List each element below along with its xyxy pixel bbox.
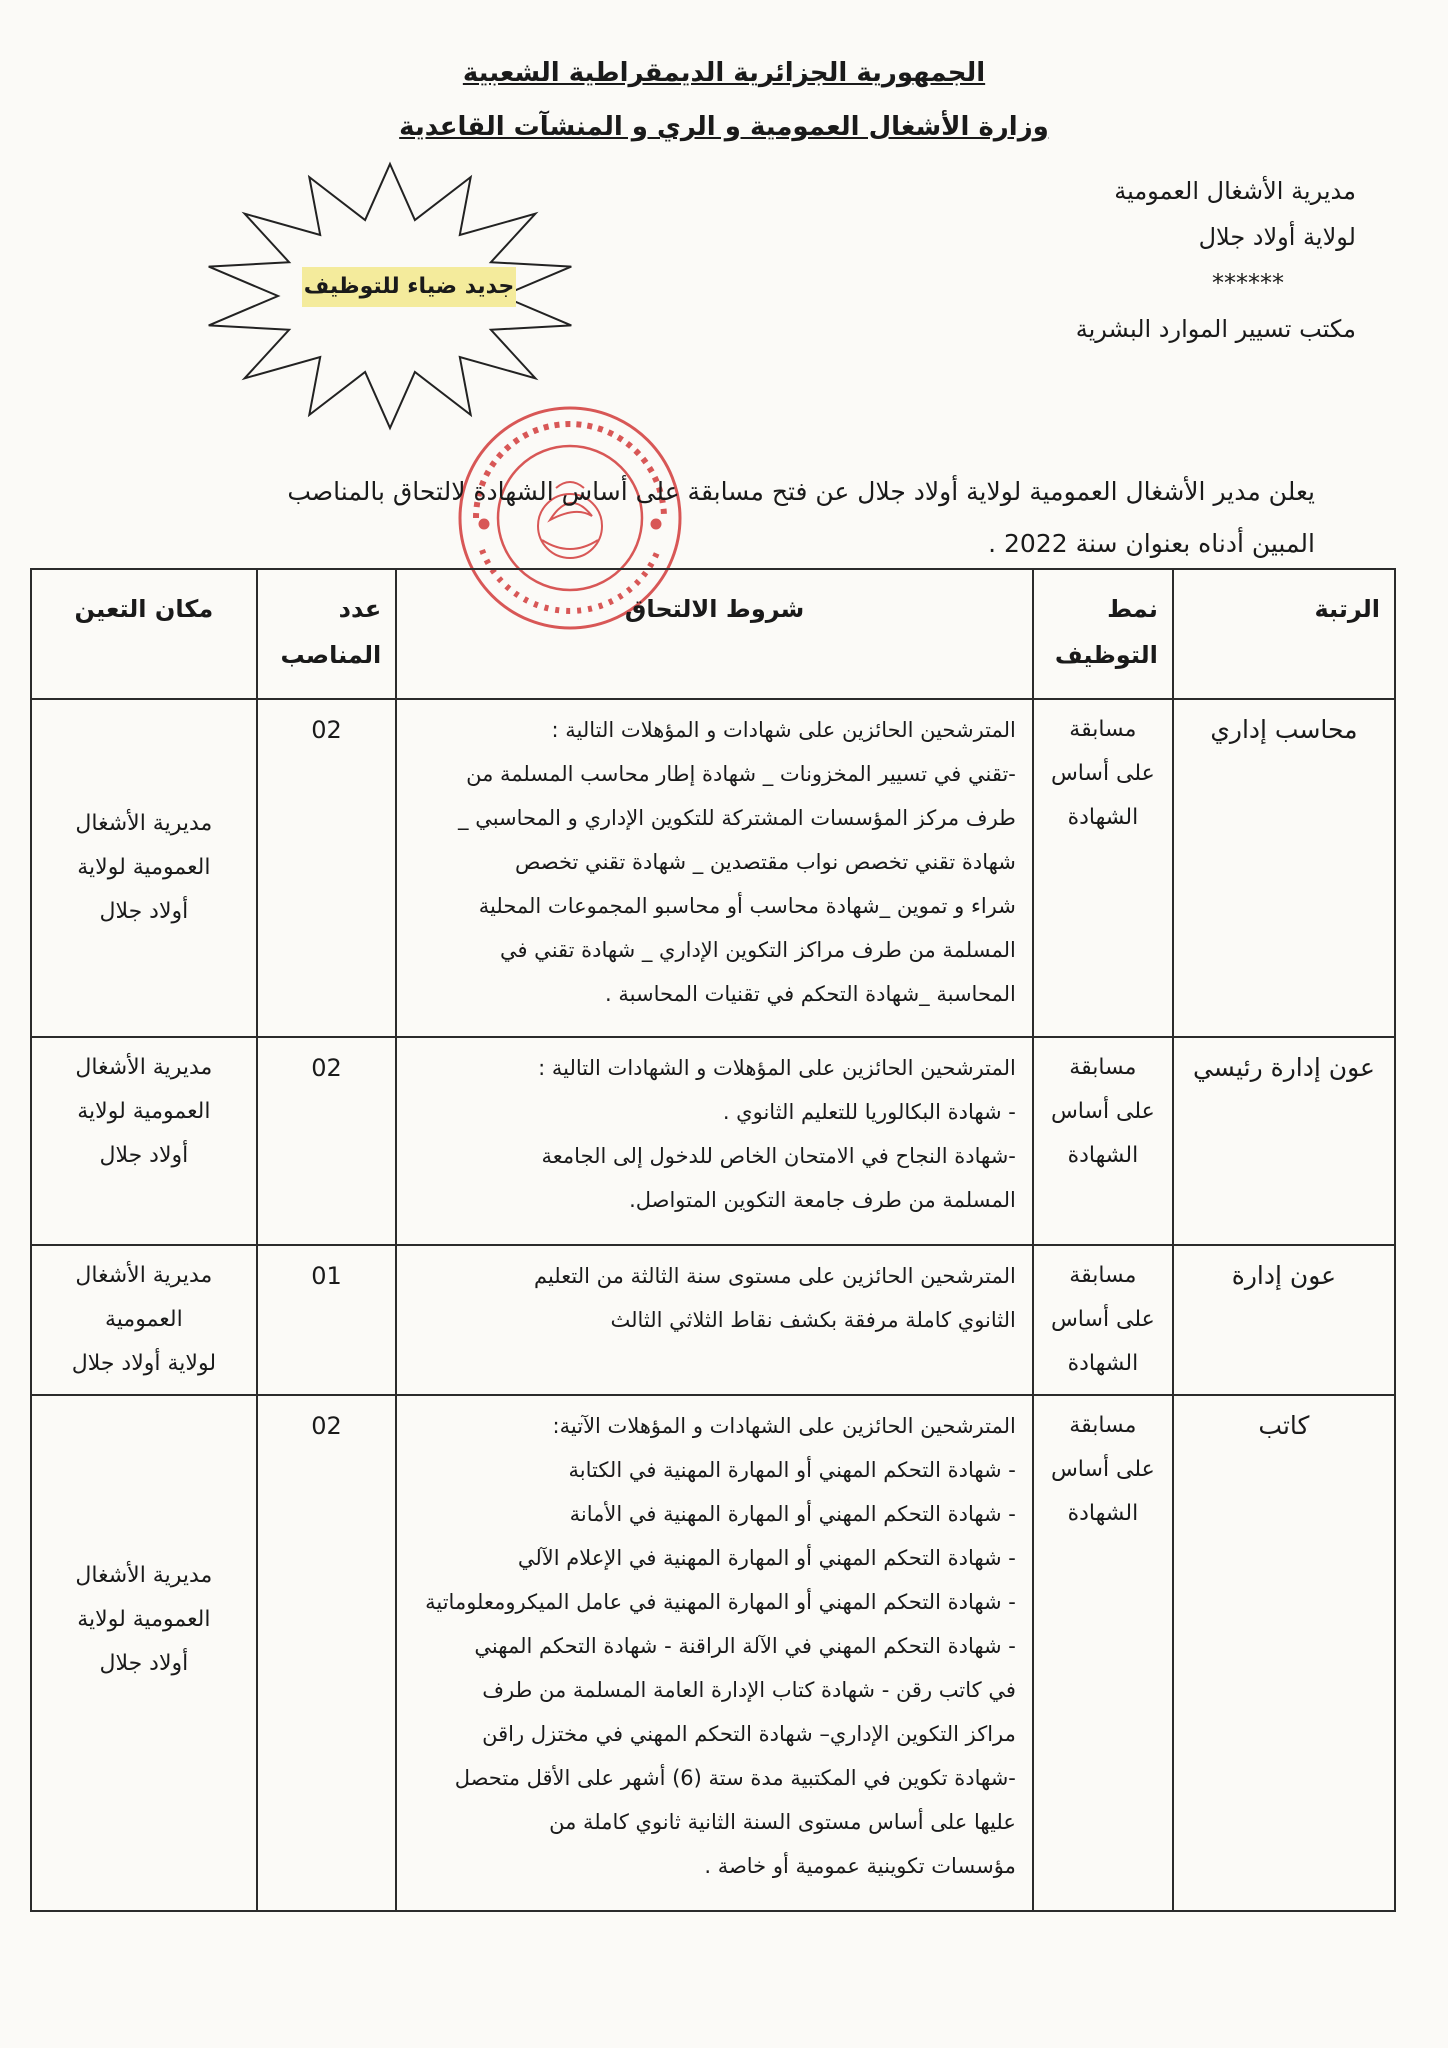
mode-line: الشهادة <box>1067 1351 1139 1376</box>
mode-cell <box>1033 1395 1173 1911</box>
table-header-row <box>31 569 1395 699</box>
hr-office: مكتب تسيير الموارد البشرية <box>1075 315 1356 343</box>
header-count: عدد المناصب <box>257 569 397 699</box>
mode-line: الشهادة <box>1067 805 1139 830</box>
republic-title: الجمهورية الجزائرية الديمقراطية الشعبية <box>462 58 986 88</box>
table-row <box>31 1245 1395 1395</box>
announcement <box>115 466 1315 570</box>
mode-line: الشهادة <box>1067 1501 1139 1526</box>
ministry-title: وزارة الأشغال العمومية و الري و المنشآت القاعدية <box>399 112 1049 142</box>
condition-line: - شهادة التحكم المهني أو المهارة المهنية في الإعلام الآلي <box>517 1546 1016 1570</box>
place-cell <box>31 699 257 1037</box>
directorate-name: مديرية الأشغال العمومية <box>1114 177 1356 205</box>
condition-line: - شهادة البكالوريا للتعليم الثانوي . <box>722 1100 1016 1124</box>
positions-table <box>30 568 1396 1912</box>
place-line: مديرية الأشغال <box>75 811 213 836</box>
table-row <box>31 699 1395 1037</box>
condition-line: في كاتب رقن - شهادة كتاب الإدارة العامة المسلمة من طرف <box>482 1678 1016 1702</box>
place-line: مديرية الأشغال <box>75 1055 213 1080</box>
directorate-block <box>996 168 1356 352</box>
mode-line: مسابقة <box>1069 1413 1137 1438</box>
place-line: العمومية لولاية <box>77 855 211 880</box>
condition-line: مؤسسات تكوينية عمومية أو خاصة . <box>704 1854 1016 1878</box>
mode-line: مسابقة <box>1069 717 1137 742</box>
place-line: العمومية <box>105 1307 183 1332</box>
table-row <box>31 1395 1395 1911</box>
mode-line: على أساس <box>1050 761 1155 786</box>
condition-line: المترشحين الحائزين على شهادات و المؤهلات التالية : <box>551 718 1016 742</box>
mode-cell <box>1033 699 1173 1037</box>
condition-line: طرف مركز المؤسسات المشتركة للتكوين الإداري و المحاسبي _ <box>458 806 1016 830</box>
condition-line: - شهادة التحكم المهني أو المهارة المهنية في الكتابة <box>568 1458 1016 1482</box>
conditions-cell <box>396 1245 1033 1395</box>
count-cell: 02 <box>257 1037 397 1245</box>
announcement-line-1: يعلن مدير الأشغال العمومية لولاية أولاد جلال عن فتح مسابقة على أساس الشهادة لالتحاق بالمناصب <box>287 477 1315 506</box>
condition-line: - شهادة التحكم المهني أو المهارة المهنية في عامل الميكرومعلوماتية <box>425 1590 1016 1614</box>
mode-cell <box>1033 1037 1173 1245</box>
condition-line: المترشحين الحائزين على المؤهلات و الشهادات التالية : <box>538 1056 1016 1080</box>
condition-line: -شهادة النجاح في الامتحان الخاص للدخول إلى الجامعة <box>541 1144 1016 1168</box>
directorate-province: لولاية أولاد جلال <box>1198 223 1356 251</box>
rank-cell: عون إدارة رئيسي <box>1173 1037 1395 1245</box>
place-cell <box>31 1245 257 1395</box>
mode-cell <box>1033 1245 1173 1395</box>
condition-line: -تقني في تسيير المخزونات _ شهادة إطار محاسب المسلمة من <box>466 762 1016 786</box>
place-line: العمومية لولاية <box>77 1607 211 1632</box>
place-line: مديرية الأشغال <box>75 1263 213 1288</box>
header-place: مكان التعين <box>31 569 257 699</box>
condition-line: مراكز التكوين الإداري– شهادة التحكم المهني في مختزل راقن <box>482 1722 1016 1746</box>
condition-line: المسلمة من طرف جامعة التكوين المتواصل. <box>629 1188 1016 1212</box>
condition-line: عليها على أساس مستوى السنة الثانية ثانوي كاملة من <box>549 1810 1016 1834</box>
mode-line: على أساس <box>1050 1099 1155 1124</box>
announcement-line-2: المبين أدناه بعنوان سنة 2022 . <box>988 529 1315 558</box>
condition-line: -شهادة تكوين في المكتبية مدة ستة (6) أشهر على الأقل متحصل <box>454 1766 1016 1790</box>
conditions-cell <box>396 1395 1033 1911</box>
mode-line: مسابقة <box>1069 1263 1137 1288</box>
rank-cell: محاسب إداري <box>1173 699 1395 1037</box>
place-line: العمومية لولاية <box>77 1099 211 1124</box>
place-cell <box>31 1037 257 1245</box>
header-mode: نمط التوظيف <box>1033 569 1173 699</box>
directorate-stars: ****** <box>1212 269 1284 297</box>
place-line: لولاية أولاد جلال <box>71 1351 217 1376</box>
mode-line: على أساس <box>1050 1307 1155 1332</box>
conditions-cell <box>396 699 1033 1037</box>
count-cell: 01 <box>257 1245 397 1395</box>
condition-line: شهادة تقني تخصص نواب مقتصدين _ شهادة تقني تخصص <box>515 850 1016 874</box>
rank-cell: كاتب <box>1173 1395 1395 1911</box>
place-line: أولاد جلال <box>99 899 189 924</box>
count-cell: 02 <box>257 699 397 1037</box>
place-line: أولاد جلال <box>99 1651 189 1676</box>
condition-line: المسلمة من طرف مراكز التكوين الإداري _ شهادة تقني في <box>499 938 1016 962</box>
condition-line: - شهادة التحكم المهني أو المهارة المهنية في الأمانة <box>569 1502 1016 1526</box>
mode-line: الشهادة <box>1067 1143 1139 1168</box>
header-rank: الرتبة <box>1173 569 1395 699</box>
place-line: أولاد جلال <box>99 1143 189 1168</box>
condition-line: المترشحين الحائزين على الشهادات و المؤهلات الآتية: <box>552 1414 1016 1438</box>
condition-line: شراء و تموين _شهادة محاسب أو محاسبو المجموعات المحلية <box>478 894 1016 918</box>
mode-line: على أساس <box>1050 1457 1155 1482</box>
table-row <box>31 1037 1395 1245</box>
mode-line: مسابقة <box>1069 1055 1137 1080</box>
count-cell: 02 <box>257 1395 397 1911</box>
place-cell <box>31 1395 257 1911</box>
condition-line: المحاسبة _شهادة التحكم في تقنيات المحاسبة . <box>605 982 1016 1006</box>
condition-line: المترشحين الحائزين على مستوى سنة الثالثة من التعليم <box>533 1264 1016 1288</box>
conditions-cell <box>396 1037 1033 1245</box>
rank-cell: عون إدارة <box>1173 1245 1395 1395</box>
promo-badge: جديد ضياء للتوظيف <box>302 267 516 307</box>
condition-line: الثانوي كاملة مرفقة بكشف نقاط الثلاثي الثالث <box>610 1308 1016 1332</box>
condition-line: - شهادة التحكم المهني في الآلة الراقنة - شهادة التحكم المهني <box>474 1634 1016 1658</box>
header-conditions: شروط الالتحاق <box>396 569 1033 699</box>
place-line: مديرية الأشغال <box>75 1563 213 1588</box>
